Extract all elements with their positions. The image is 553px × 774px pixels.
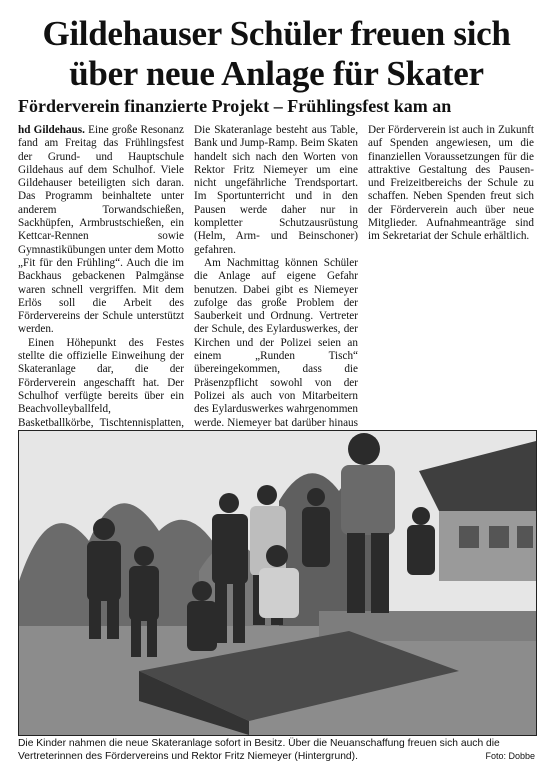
photo-caption: Die Kinder nahmen die neue Skateranlage sofort in Besitz. Über die Neuanschaffung freuen sich auch die Vertreterinnen des Fördervereins und Rektor Fritz Niemeyer (Hintergrund).: [18, 738, 500, 762]
paragraph: Die Skateranlage besteht aus Table, Bank und Jump-Ramp. Beim Skaten handelt sich nach den Worten von Rektor Fritz Niemeyer um eine nicht ungefährliche Trendsportart. Im Sportunterricht und in den Pausen werde daher nur in kompletter Schutzausrüstung (Helm, Arm- und Beinschoner) gefahren.: [194, 124, 358, 256]
headline-line-1: Gildehauser Schüler freuen sich: [42, 14, 511, 53]
paragraph: Am Nachmittag können Schüler die Anlage auf eigene Gefahr benutzen. Dabei gibt es Niemeyer zufolge das große Problem der Sauberkeit und Ordnung. Vertreter der Schule, des Eylarduswerkes, der Kirchen und der Polizei seien an einem „Runden Tisch“ übereingekommen, dass die Präsenzpflicht sowohl von der Polizei als auch von Mitarbeitern des Eylarduswerkes wahrgenommen werde. Niemeyer bat darüber hinaus: [194, 256, 358, 429]
article-photo: [18, 430, 537, 736]
paragraph-text: Eine große Resonanz fand am Freitag das Frühlingsfest der Grund- und Hauptschule Gildehaus auf dem Schulhof. Viele Gildehauser beteiligten sich daran. Das Programm beinhaltete unter anderem Torwandschießen, Sackhüpfen, Armbrustschießen, ein Kettcar-Rennen sowie Gymnastikübungen unter dem Motto „Fit für den Frühling“. Auch die im Backhaus gebackenen Palmgänse waren schnell vergriffen. Mit dem Erlös soll die Arbeit des Fördervereins der Schule unterstützt werden.: [18, 124, 184, 336]
article-column-1: [18, 124, 184, 456]
headline: [6, 14, 547, 94]
photo-credit: Foto: Dobbe: [485, 751, 535, 761]
paragraph: Einen Höhepunkt des Festes stellte die offizielle Einweihung der Skateranlage dar, die der Förderverein angeschafft hat. Der Schulhof verfügte bereits über ein Beachvolleyballfeld, Basketballkörbe, Tischtennisplatten,: [18, 336, 184, 429]
subheadline: Förderverein finanzierte Projekt – Frühlingsfest kam an: [18, 96, 452, 116]
dateline: hd Gildehaus.: [18, 124, 85, 136]
photo-of-children-on-skate-ramp-icon: [19, 431, 536, 735]
headline-line-2: über neue Anlage für Skater: [69, 54, 484, 93]
paragraph: Der Förderverein ist auch in Zukunft auf Spenden angewiesen, um die finanziellen Voraussetzungen für die attraktive Gestaltung des Pausen- und Freizeitbereichs der Schule zu schaffen. Neben Spenden freut sich der Förderverein auch über neue Mitglieder. Aufnahmeanträge sind im Sekretariat der Schule erhältlich.: [368, 124, 534, 243]
paragraph: [18, 124, 184, 337]
article-column-3: [368, 124, 534, 244]
